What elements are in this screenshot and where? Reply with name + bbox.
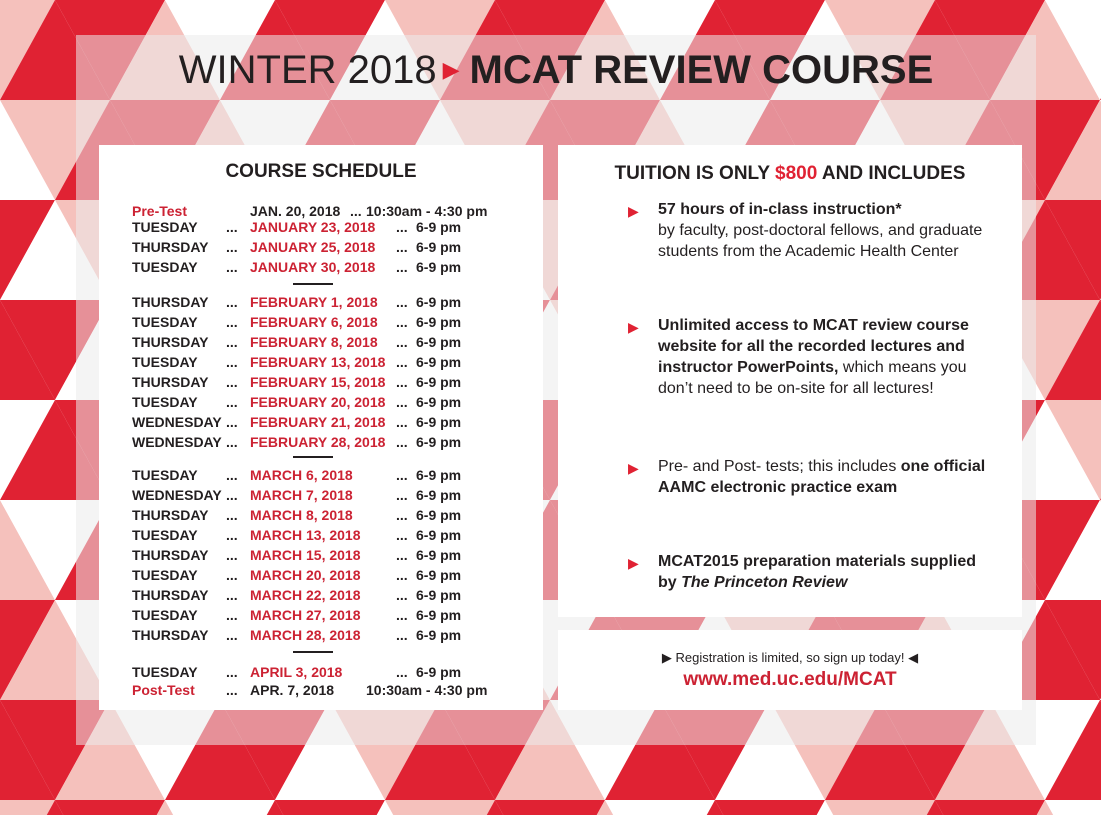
row-dots: ... bbox=[226, 434, 238, 450]
row-dots: ... bbox=[226, 587, 238, 603]
row-dots: ... bbox=[226, 487, 238, 503]
row-time: 6-9 pm bbox=[416, 527, 462, 543]
row-dots: ... bbox=[396, 354, 408, 370]
row-date: JANUARY 23, 2018 bbox=[250, 219, 376, 235]
item-bold: MCAT2015 preparation materials supplied by bbox=[658, 553, 977, 591]
bullet-arrow-icon: ▶ bbox=[628, 460, 639, 476]
test-time: 10:30am - 4:30 pm bbox=[366, 682, 488, 698]
row-dots: ... bbox=[226, 547, 238, 563]
row-time: 6-9 pm bbox=[416, 434, 462, 450]
tuition-item bbox=[628, 199, 988, 262]
tuition-price: $800 bbox=[775, 163, 818, 184]
row-day: TUESDAY bbox=[132, 259, 198, 275]
row-date: MARCH 15, 2018 bbox=[250, 547, 361, 563]
section-divider bbox=[293, 456, 333, 458]
tuition-item bbox=[628, 551, 988, 593]
row-time: 6-9 pm bbox=[416, 664, 462, 680]
row-day: TUESDAY bbox=[132, 314, 198, 330]
row-dots: ... bbox=[226, 467, 238, 483]
bullet-arrow-icon: ▶ bbox=[628, 203, 639, 219]
test-date: APR. 7, 2018 bbox=[250, 682, 335, 698]
row-day: TUESDAY bbox=[132, 219, 198, 235]
row-dots: ... bbox=[226, 259, 238, 275]
bullet-arrow-icon: ▶ bbox=[628, 319, 639, 335]
row-dots: ... bbox=[226, 507, 238, 523]
row-time: 6-9 pm bbox=[416, 314, 462, 330]
row-dots: ... bbox=[226, 527, 238, 543]
row-date: MARCH 6, 2018 bbox=[250, 467, 353, 483]
row-time: 6-9 pm bbox=[416, 567, 462, 583]
bg-triangle bbox=[715, 800, 825, 815]
bg-triangle bbox=[0, 800, 55, 815]
row-dots: ... bbox=[226, 414, 238, 430]
row-dots: ... bbox=[226, 607, 238, 623]
row-dots: ... bbox=[226, 664, 238, 680]
row-dots: ... bbox=[396, 487, 408, 503]
row-dots: ... bbox=[396, 607, 408, 623]
schedule-heading: COURSE SCHEDULE bbox=[225, 161, 417, 182]
bg-triangle bbox=[275, 800, 385, 815]
row-dots: ... bbox=[396, 434, 408, 450]
course-schedule-panel bbox=[99, 145, 543, 710]
row-dots: ... bbox=[396, 219, 408, 235]
tuition-item bbox=[628, 315, 988, 399]
row-date: FEBRUARY 13, 2018 bbox=[250, 354, 386, 370]
row-time: 6-9 pm bbox=[416, 294, 462, 310]
title-arrow-icon: ▶ bbox=[442, 57, 460, 82]
row-date: MARCH 28, 2018 bbox=[250, 627, 361, 643]
row-dots: ... bbox=[396, 239, 408, 255]
row-dots: ... bbox=[226, 314, 238, 330]
row-day: TUESDAY bbox=[132, 394, 198, 410]
row-date: MARCH 7, 2018 bbox=[250, 487, 353, 503]
bg-triangle bbox=[825, 800, 935, 815]
row-dots: ... bbox=[396, 664, 408, 680]
registration-panel bbox=[558, 630, 1022, 710]
bg-triangle bbox=[605, 800, 715, 815]
row-day: TUESDAY bbox=[132, 567, 198, 583]
page-title bbox=[76, 44, 1036, 96]
item-italic: The Princeton Review bbox=[681, 574, 848, 591]
row-date: FEBRUARY 15, 2018 bbox=[250, 374, 386, 390]
row-dots: ... bbox=[226, 567, 238, 583]
row-time: 6-9 pm bbox=[416, 607, 462, 623]
row-time: 6-9 pm bbox=[416, 394, 462, 410]
item-bold: Unlimited access to MCAT review course website for all the recorded lectures and instructor PowerPoints, bbox=[658, 317, 969, 376]
tuition-heading bbox=[558, 163, 1022, 185]
row-dots: ... bbox=[226, 374, 238, 390]
row-date: FEBRUARY 21, 2018 bbox=[250, 414, 386, 430]
row-dots: ... bbox=[396, 567, 408, 583]
row-dots: ... bbox=[350, 203, 362, 219]
row-time: 6-9 pm bbox=[416, 239, 462, 255]
row-day: WEDNESDAY bbox=[132, 414, 222, 430]
row-date: MARCH 8, 2018 bbox=[250, 507, 353, 523]
row-time: 6-9 pm bbox=[416, 219, 462, 235]
row-time: 6-9 pm bbox=[416, 374, 462, 390]
row-time: 6-9 pm bbox=[416, 627, 462, 643]
row-date: APRIL 3, 2018 bbox=[250, 664, 343, 680]
row-dots: ... bbox=[226, 239, 238, 255]
row-day: THURSDAY bbox=[132, 334, 209, 350]
row-dots: ... bbox=[396, 467, 408, 483]
row-day: THURSDAY bbox=[132, 547, 209, 563]
row-date: FEBRUARY 28, 2018 bbox=[250, 434, 386, 450]
row-dots: ... bbox=[396, 294, 408, 310]
row-time: 6-9 pm bbox=[416, 354, 462, 370]
row-date: FEBRUARY 8, 2018 bbox=[250, 334, 378, 350]
test-time: 10:30am - 4:30 pm bbox=[366, 203, 488, 219]
section-divider bbox=[293, 283, 333, 285]
row-day: TUESDAY bbox=[132, 467, 198, 483]
item-text: which means you don’t need to be on-site for all lectures! bbox=[658, 359, 967, 397]
row-day: WEDNESDAY bbox=[132, 434, 222, 450]
row-day: THURSDAY bbox=[132, 239, 209, 255]
row-date: MARCH 20, 2018 bbox=[250, 567, 361, 583]
row-dots: ... bbox=[226, 294, 238, 310]
row-day: WEDNESDAY bbox=[132, 487, 222, 503]
item-bold: one official AAMC electronic practice exam bbox=[658, 458, 986, 496]
row-dots: ... bbox=[396, 374, 408, 390]
row-time: 6-9 pm bbox=[416, 487, 462, 503]
row-time: 6-9 pm bbox=[416, 547, 462, 563]
item-bold: 57 hours of in-class instruction* bbox=[658, 201, 902, 218]
bg-triangle bbox=[165, 800, 275, 815]
row-time: 6-9 pm bbox=[416, 259, 462, 275]
row-date: MARCH 22, 2018 bbox=[250, 587, 361, 603]
tuition-heading-pre: TUITION IS ONLY bbox=[614, 163, 776, 184]
row-day: TUESDAY bbox=[132, 664, 198, 680]
row-day: THURSDAY bbox=[132, 627, 209, 643]
row-date: FEBRUARY 1, 2018 bbox=[250, 294, 378, 310]
row-dots: ... bbox=[396, 507, 408, 523]
row-dots: ... bbox=[226, 354, 238, 370]
section-divider bbox=[293, 651, 333, 653]
row-date: FEBRUARY 6, 2018 bbox=[250, 314, 378, 330]
test-label: Post-Test bbox=[132, 682, 195, 698]
row-day: THURSDAY bbox=[132, 507, 209, 523]
row-dots: ... bbox=[396, 627, 408, 643]
registration-note: ▶ Registration is limited, so sign up today! ◀ bbox=[661, 650, 919, 665]
row-dots: ... bbox=[396, 587, 408, 603]
bullet-arrow-icon: ▶ bbox=[628, 555, 639, 571]
row-dots: ... bbox=[226, 682, 238, 698]
row-date: JANUARY 30, 2018 bbox=[250, 259, 376, 275]
row-dots: ... bbox=[226, 334, 238, 350]
bg-triangle bbox=[385, 800, 495, 815]
item-text: by faculty, post-doctoral fellows, and graduate students from the Academic Health Center bbox=[658, 222, 983, 260]
bg-triangle bbox=[55, 800, 165, 815]
row-dots: ... bbox=[226, 219, 238, 235]
row-dots: ... bbox=[396, 334, 408, 350]
title-season: WINTER 2018 bbox=[178, 48, 437, 92]
item-text: Pre- and Post- tests; this includes bbox=[658, 458, 901, 475]
row-dots: ... bbox=[396, 259, 408, 275]
row-day: TUESDAY bbox=[132, 607, 198, 623]
row-time: 6-9 pm bbox=[416, 507, 462, 523]
row-day: THURSDAY bbox=[132, 587, 209, 603]
title-course: MCAT REVIEW COURSE bbox=[469, 48, 934, 92]
row-dots: ... bbox=[396, 547, 408, 563]
registration-link[interactable]: www.med.uc.edu/MCAT bbox=[683, 669, 897, 690]
bg-triangle bbox=[935, 800, 1045, 815]
bg-triangle bbox=[1045, 800, 1101, 815]
row-time: 6-9 pm bbox=[416, 414, 462, 430]
row-time: 6-9 pm bbox=[416, 334, 462, 350]
row-day: THURSDAY bbox=[132, 294, 209, 310]
bg-triangle bbox=[495, 800, 605, 815]
row-dots: ... bbox=[396, 314, 408, 330]
row-day: TUESDAY bbox=[132, 354, 198, 370]
row-date: JANUARY 25, 2018 bbox=[250, 239, 376, 255]
row-date: FEBRUARY 20, 2018 bbox=[250, 394, 386, 410]
row-dots: ... bbox=[226, 627, 238, 643]
row-dots: ... bbox=[396, 394, 408, 410]
tuition-panel bbox=[558, 145, 1022, 617]
row-date: MARCH 27, 2018 bbox=[250, 607, 361, 623]
row-day: THURSDAY bbox=[132, 374, 209, 390]
test-date: JAN. 20, 2018 bbox=[250, 203, 341, 219]
row-dots: ... bbox=[226, 394, 238, 410]
row-time: 6-9 pm bbox=[416, 587, 462, 603]
row-day: TUESDAY bbox=[132, 527, 198, 543]
row-date: MARCH 13, 2018 bbox=[250, 527, 361, 543]
test-label: Pre-Test bbox=[132, 203, 187, 219]
tuition-heading-post: AND INCLUDES bbox=[817, 163, 966, 184]
row-time: 6-9 pm bbox=[416, 467, 462, 483]
tuition-item bbox=[628, 456, 988, 498]
row-dots: ... bbox=[396, 527, 408, 543]
row-dots: ... bbox=[396, 414, 408, 430]
